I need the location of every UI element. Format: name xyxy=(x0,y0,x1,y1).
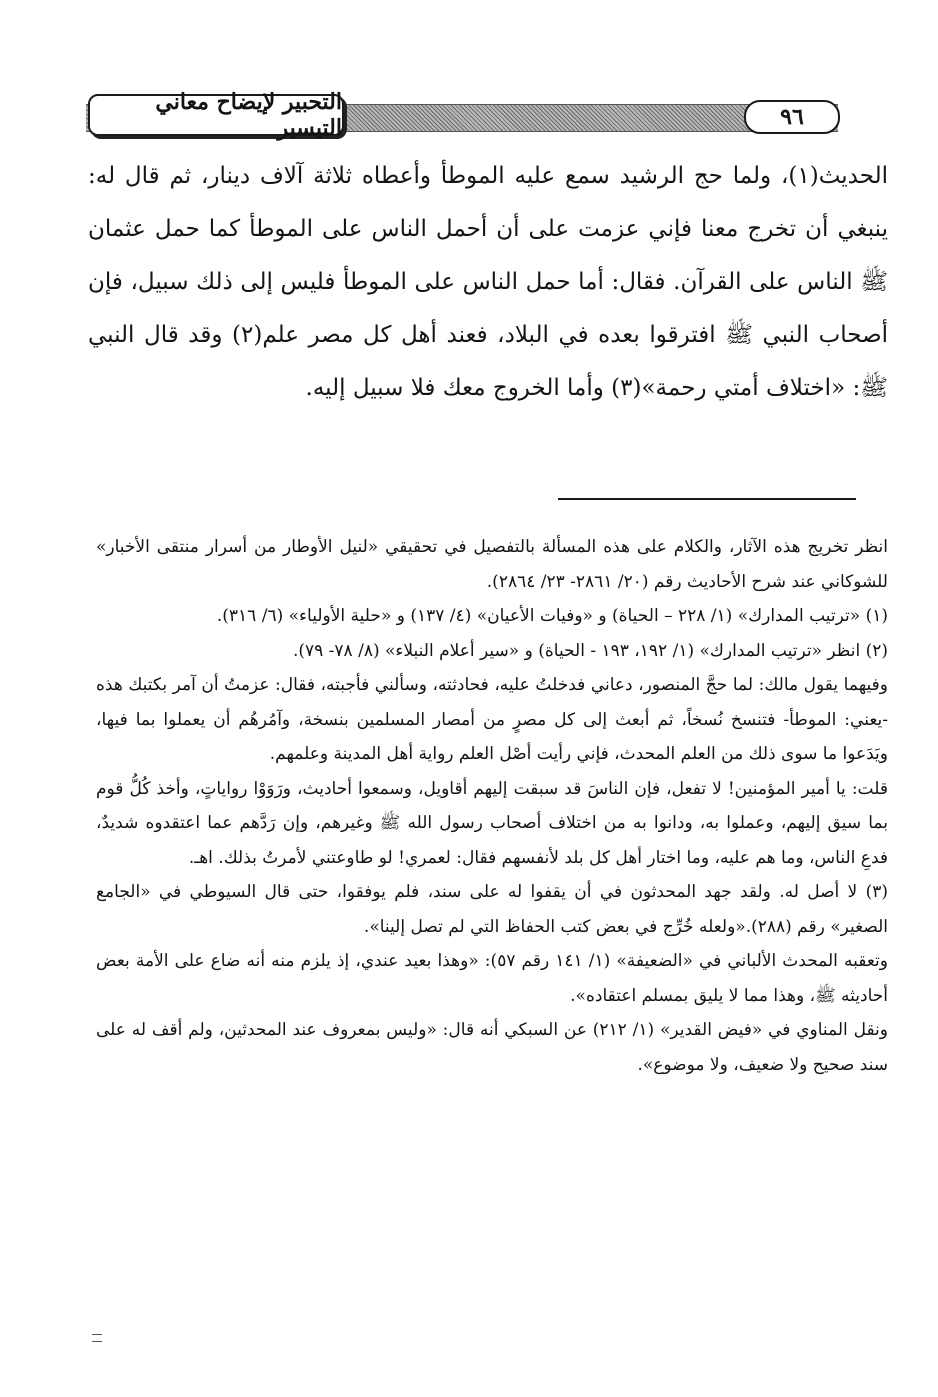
running-header xyxy=(86,89,838,142)
footnote-separator xyxy=(558,498,856,500)
footnote-3-albani: وتعقبه المحدث الألباني في «الضعيفة» (١/ ١٤١ رقم ٥٧): «وهذا بعيد عندي، إذ يلزم منه أنه ضاع على الأمة بعض أحاديثه ﷺ، وهذا مما لا يليق بمسلم اعتقاده». xyxy=(96,951,888,1006)
book-title: التحبير لإيضاح معاني التيسير xyxy=(88,94,344,136)
page-corner-mark xyxy=(92,1334,102,1342)
footnote-2-quote-malik: وفيهما يقول مالك: لما حجَّ المنصور، دعاني فدخلتُ عليه، فحادثته، وسألني فأجبته، فقال: عزمتُ أن آمر بكتبك هذه -يعني: الموطأ- فتنسخ نُسخاً، ثم أبعث إلى كل مصرٍ من أمصار المسلمين بنسخة، وآمُرهُم أن يعملوا بما فيها، ويَدَعوا ما سوى ذلك من العلم المحدث، فإني رأيت أصْل العلم رواية أهل المدينة وعلمهم. xyxy=(96,675,888,764)
footnote-2-quote-reply: قلت: يا أمير المؤمنين! لا تفعل، فإن الناسَ قد سبقت إليهم أقاويل، وسمعوا أحاديث، ورَوَوْا رواياتٍ، وأخذ كُلُّ قوم بما سيق إليهم، وعملوا به، ودانوا به من اختلاف أصحاب رسول الله ﷺ وغيرهم، وإن رَدَّهم عما اعتقدوه شديدٌ، فدعِ الناس، وما هم عليه، وما اختار أهل كل بلد لأنفسهم فقال: لعمري! لو طاوعتني لأمرتُ بذلك. اهـ. xyxy=(96,778,888,868)
footnote-2: (٢) انظر «ترتيب المدارك» (١/ ١٩٢، ١٩٣ - الحياة) و «سير أعلام النبلاء» (٨/ ٧٨- ٧٩). xyxy=(292,640,888,661)
footnote-intro: انظر تخريج هذه الآثار، والكلام على هذه المسألة بالتفصيل في تحقيقي «لنيل الأوطار من أسرار منتقى الأخبار» للشوكاني عند شرح الأحاديث رقم (٢٠/ ٢٨٦١- ٢٣/ ٢٨٦٤). xyxy=(96,537,888,592)
footnote-3-munawi: ونقل المناوي في «فيض القدير» (١/ ٢١٢) عن السبكي أنه قال: «وليس بمعروف عند المحدثين، ولم أقف له على سند صحيح ولا ضعيف، ولا موضوع». xyxy=(96,1020,888,1075)
main-text xyxy=(88,150,888,415)
footnote-1: (١) «ترتيب المدارك» (١/ ٢٢٨ – الحياة) و «وفيات الأعيان» (٤/ ١٣٧) و «حلية الأولياء» (٦/ ٣١٦). xyxy=(216,606,888,626)
main-paragraph: الحديث(١)، ولما حج الرشيد سمع عليه الموطأ وأعطاه ثلاثة آلاف دينار، ثم قال له: ينبغي أن تخرج معنا فإني عزمت على أن أحمل الناس على الموطأ كما حمل عثمان ﷺ الناس على القرآن. فقال: أما حمل الناس على الموطأ فليس إلى ذلك سبيل، فإن أصحاب النبي ﷺ افترقوا بعده في البلاد، فعند أهل كل مصر علم(٢) وقد قال النبي ﷺ: «اختلاف أمتي رحمة»(٣) وأما الخروج معك فلا سبيل إليه. xyxy=(88,163,888,401)
page-number: ٩٦ xyxy=(744,100,840,134)
footnote-3: (٣) لا أصل له. ولقد جهد المحدثون في أن يقفوا له على سند، فلم يوفقوا، حتى قال السيوطي في «الجامع الصغير» رقم (٢٨٨).«ولعله خُرِّج في بعض كتب الحفاظ التي لم تصل إلينا». xyxy=(96,882,888,937)
footnotes xyxy=(96,530,888,1082)
